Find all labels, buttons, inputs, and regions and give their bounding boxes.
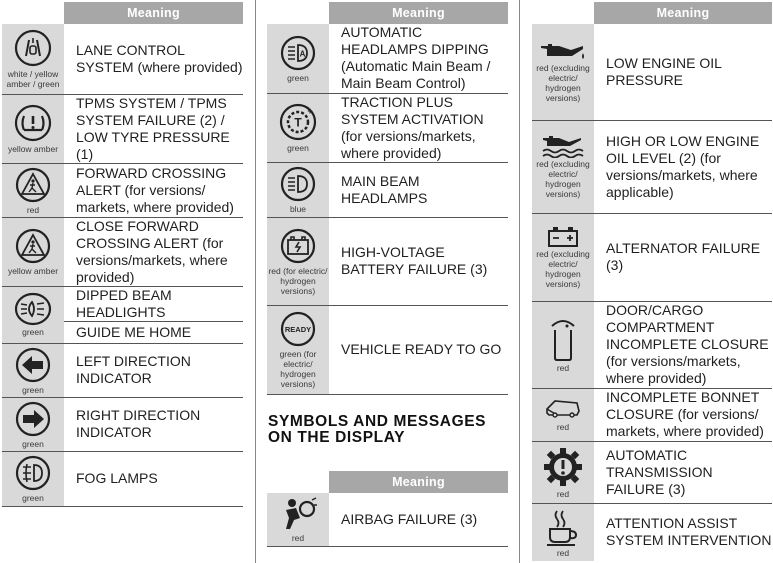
table-row <box>532 24 772 120</box>
icon-cell <box>532 503 594 561</box>
table-row <box>2 163 243 217</box>
bonnet-icon <box>543 397 583 421</box>
table-row <box>2 94 243 163</box>
icon-cell <box>2 24 64 94</box>
color-caption: green <box>287 143 309 153</box>
meaning-header: Meaning <box>329 2 508 24</box>
color-caption: red <box>26 204 40 215</box>
color-caption: green (for electric/ hydrogen versions) <box>279 349 317 389</box>
meaning-text: TRACTION PLUS SYSTEM ACTIVATION (for versions/markets, where provided) <box>329 93 508 162</box>
icon-cell <box>267 162 329 217</box>
column-2 <box>267 2 508 395</box>
right-direction-icon <box>13 400 53 438</box>
table-row <box>532 213 772 301</box>
color-caption: blue <box>289 204 307 214</box>
meaning-text: DIPPED BEAM HEADLIGHTS <box>64 286 243 321</box>
color-caption: red (excluding electric/ hydrogen versions) <box>536 159 590 199</box>
table-row <box>267 217 508 305</box>
icon-cell <box>532 388 594 441</box>
table-row <box>267 162 508 217</box>
table-row <box>532 301 772 388</box>
table-header <box>2 2 243 24</box>
icon-cell <box>2 286 64 343</box>
attention-assist-icon <box>543 507 583 547</box>
meaning-text: RIGHT DIRECTION INDICATOR <box>64 397 243 451</box>
meaning-text: DOOR/CARGO COMPARTMENT INCOMPLETE CLOSURE (for versions/markets, where provided) <box>594 301 772 388</box>
meaning-text: FORWARD CROSSING ALERT (for versions/ markets, where provided) <box>64 163 243 217</box>
forward-crossing-icon <box>13 166 53 204</box>
icon-cell <box>532 24 594 120</box>
icon-cell <box>267 93 329 162</box>
meaning-text: CLOSE FORWARD CROSSING ALERT (for versions/markets, where provided) <box>64 217 243 286</box>
display-messages-column <box>267 471 508 547</box>
color-caption: red <box>556 422 570 432</box>
meaning-text: ALTERNATOR FAILURE (3) <box>594 213 772 301</box>
icon-cell <box>267 305 329 394</box>
color-caption: red <box>556 363 570 373</box>
svg-text:A: A <box>299 49 306 59</box>
meaning-text: LANE CONTROL SYSTEM (where provided) <box>64 24 243 94</box>
meaning-header: Meaning <box>64 2 243 24</box>
display-messages-table <box>267 471 508 547</box>
table-row <box>2 217 243 286</box>
table-row <box>267 305 508 394</box>
oil-level-icon <box>539 134 587 158</box>
meaning-text: GUIDE ME HOME <box>64 321 243 343</box>
icon-cell <box>532 301 594 388</box>
icon-cell <box>2 451 64 506</box>
svg-text:T: T <box>294 115 302 130</box>
color-caption: green <box>22 493 44 503</box>
table-header <box>267 471 508 493</box>
table-row <box>267 93 508 162</box>
color-caption: red <box>291 532 305 543</box>
airbag-icon <box>278 496 318 532</box>
tpms-icon <box>13 103 53 143</box>
main-beam-icon <box>278 165 318 203</box>
icon-cell <box>267 24 329 93</box>
table-row <box>532 120 772 213</box>
color-caption: yellow amber <box>7 144 59 154</box>
traction-plus-icon <box>278 102 318 142</box>
left-direction-icon <box>13 346 53 384</box>
color-caption: red (excluding electric/ hydrogen versions) <box>536 248 590 289</box>
icon-cell <box>532 441 594 503</box>
color-caption: red (for electric/ hydrogen versions) <box>268 265 328 296</box>
meaning-header: Meaning <box>329 471 508 493</box>
icon-cell <box>267 217 329 305</box>
close-forward-crossing-icon <box>13 227 53 265</box>
auto-headlamps-icon <box>278 34 318 72</box>
alternator-icon <box>545 226 581 248</box>
color-caption: white / yellow amber / green <box>6 69 60 90</box>
table-row <box>2 24 243 94</box>
icon-cell <box>532 120 594 213</box>
icon-cell <box>532 213 594 301</box>
ready-icon-text: READY <box>284 325 312 334</box>
icon-header <box>532 2 594 24</box>
color-caption: green <box>22 327 44 337</box>
meaning-text: FOG LAMPS <box>64 451 243 506</box>
oil-pressure-icon <box>539 40 587 62</box>
table-row <box>2 343 243 397</box>
fog-lamps-icon <box>13 454 53 492</box>
color-caption: red <box>556 547 570 558</box>
color-caption: green <box>22 438 44 449</box>
table-header <box>267 2 508 24</box>
svg-text:+: + <box>307 106 313 116</box>
meaning-text: AUTOMATIC HEADLAMPS DIPPING (Automatic Main Beam / Main Beam Control) <box>329 24 508 93</box>
icon-cell <box>2 94 64 163</box>
meaning-header: Meaning <box>594 2 772 24</box>
meaning-text: HIGH OR LOW ENGINE OIL LEVEL (2) (for versions/markets, where applicable) <box>594 120 772 213</box>
icon-cell <box>2 343 64 397</box>
meaning-text: AUTOMATIC TRANSMISSION FAILURE (3) <box>594 441 772 503</box>
dipped-beam-icon <box>13 292 53 326</box>
table-row <box>2 451 243 506</box>
meaning-text: HIGH-VOLTAGE BATTERY FAILURE (3) <box>329 217 508 305</box>
table-row <box>267 24 508 93</box>
meaning-text: ATTENTION ASSIST SYSTEM INTERVENTION <box>606 515 772 549</box>
warning-lights-table-1 <box>2 2 243 507</box>
meaning-text: VEHICLE READY TO GO <box>329 305 508 394</box>
warning-lights-table-2 <box>267 2 508 395</box>
section-title: SYMBOLS AND MESSAGES ON THE DISPLAY <box>268 413 487 446</box>
icon-cell <box>267 493 329 546</box>
ready-icon <box>278 310 318 348</box>
warning-lights-table-3 <box>532 2 772 561</box>
table-row <box>2 286 243 321</box>
column-divider <box>519 0 520 563</box>
hv-battery-icon <box>278 227 318 265</box>
meaning-text: TPMS SYSTEM / TPMS SYSTEM FAILURE (2) / LOW TYRE PRESSURE (1) <box>64 94 243 163</box>
table-row <box>532 388 772 441</box>
table-header <box>532 2 772 24</box>
color-caption: green <box>287 72 309 83</box>
icon-header <box>267 2 329 24</box>
table-row <box>2 397 243 451</box>
cargo-door-icon <box>546 316 580 362</box>
meaning-text: LEFT DIRECTION INDICATOR <box>64 343 243 397</box>
meaning-text: AIRBAG FAILURE (3) <box>329 493 508 546</box>
lane-control-icon <box>13 28 53 68</box>
meaning-text: LOW ENGINE OIL PRESSURE <box>594 24 772 120</box>
color-caption: yellow amber <box>7 266 59 276</box>
icon-header <box>267 471 329 493</box>
meaning-text: MAIN BEAM HEADLAMPS <box>329 162 508 217</box>
icon-cell <box>2 397 64 451</box>
color-caption: red (excluding electric/ hydrogen versions) <box>536 63 590 104</box>
color-caption: red <box>556 488 570 499</box>
table-row <box>267 493 508 546</box>
column-divider <box>255 0 256 563</box>
column-1 <box>2 2 243 507</box>
icon-cell <box>2 163 64 217</box>
table-row <box>532 503 772 561</box>
color-caption: green <box>22 384 44 395</box>
transmission-icon <box>542 446 584 488</box>
column-3 <box>532 2 772 561</box>
table-row <box>532 441 772 503</box>
icon-header <box>2 2 64 24</box>
meaning-text: INCOMPLETE BONNET CLOSURE (for versions/ markets, where provided) <box>594 388 772 441</box>
icon-cell <box>2 217 64 286</box>
